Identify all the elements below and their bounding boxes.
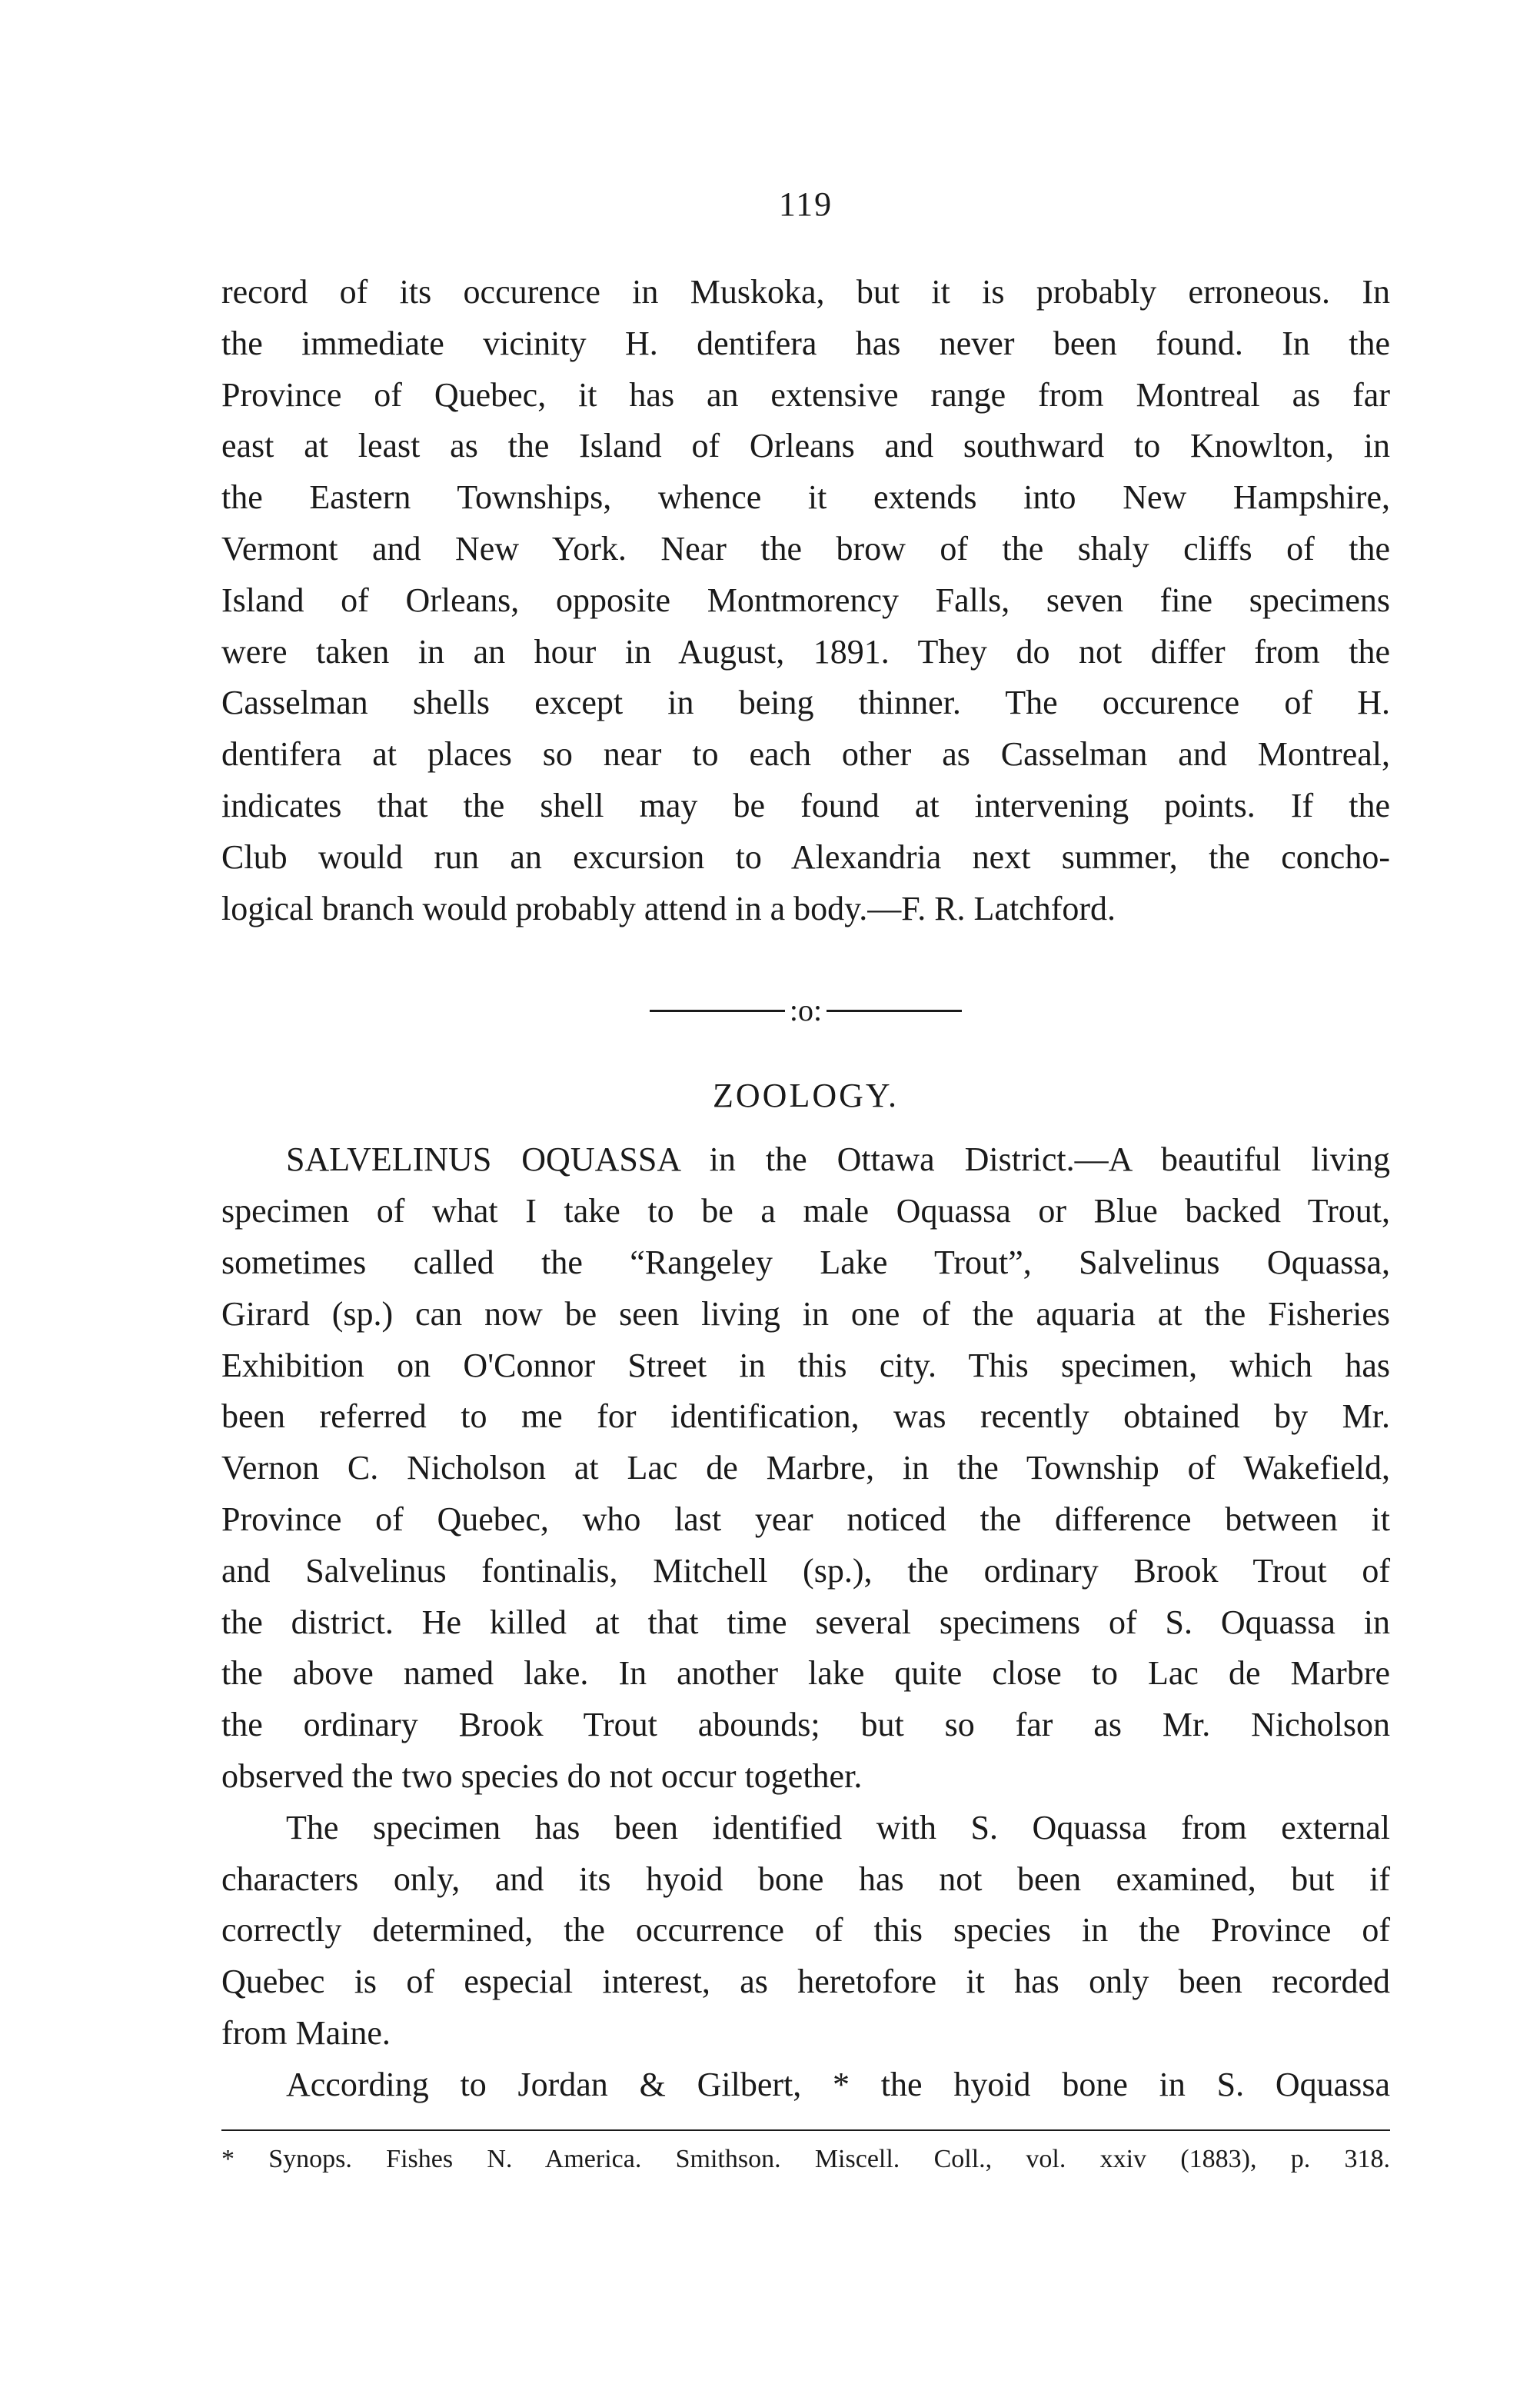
page-number: 119: [778, 185, 833, 223]
text-line: characters only, and its hyoid bone has not been examined, but if: [221, 1860, 1390, 1898]
text-line: the above named lake. In another lake quite close to Lac de Marbre: [221, 1654, 1390, 1693]
text-line: logical branch would probably attend in a body.—F. R. Latchford.: [221, 889, 1116, 927]
text-line: observed the two species do not occur together.: [221, 1756, 863, 1795]
text-line: Vernon C. Nicholson at Lac de Marbre, in the Township of Wakefield,: [221, 1449, 1390, 1487]
text-line: the Eastern Townships, whence it extends into New Hampshire,: [221, 478, 1390, 517]
separator-rule-left: [650, 1010, 785, 1012]
separator-mark: :o:: [789, 993, 823, 1028]
paragraph-identification: [221, 1803, 1390, 2059]
text-line: SALVELINUS OQUASSA in the Ottawa District.—A beautiful living: [286, 1140, 1390, 1179]
text-line: According to Jordan & Gilbert, * the hyoid bone in S. Oquassa: [286, 2065, 1390, 2103]
text-line: and Salvelinus fontinalis, Mitchell (sp.), the ordinary Brook Trout of: [221, 1551, 1390, 1590]
paragraph-hyoid: [221, 2059, 1390, 2111]
text-line: correctly determined, the occurrence of this species in the Province of: [221, 1911, 1390, 1949]
text-line: the immediate vicinity H. dentifera has never been found. In the: [221, 324, 1390, 362]
text-line: east at least as the Island of Orleans and southward to Knowlton, in: [221, 427, 1390, 465]
text-line: been referred to me for identification, was recently obtained by Mr.: [221, 1397, 1390, 1436]
text-line: specimen of what I take to be a male Oquassa or Blue backed Trout,: [221, 1192, 1390, 1230]
text-line: dentifera at places so near to each other as Casselman and Montreal,: [221, 735, 1390, 774]
section-heading: ZOOLOGY.: [713, 1077, 899, 1115]
text-line: Province of Quebec, it has an extensive range from Montreal as far: [221, 375, 1390, 414]
footnote-rule: [221, 2129, 1390, 2131]
separator-rule-right: [827, 1010, 962, 1012]
text-line: Club would run an excursion to Alexandria next summer, the concho-: [221, 837, 1390, 876]
text-line: Island of Orleans, opposite Montmorency Falls, seven fine specimens: [221, 581, 1390, 619]
text-line: sometimes called the “Rangeley Lake Trout”, Salvelinus Oquassa,: [221, 1243, 1390, 1281]
document-page: [221, 185, 1390, 2177]
text-line: the ordinary Brook Trout abounds; but so far as Mr. Nicholson: [221, 1706, 1390, 1744]
text-line: The specimen has been identified with S. Oquassa from external: [286, 1808, 1390, 1846]
text-line: Casselman shells except in being thinner. The occurence of H.: [221, 684, 1390, 722]
paragraph-latchford: [221, 267, 1390, 934]
section-separator: [221, 988, 1390, 1027]
text-line: from Maine.: [221, 2013, 391, 2052]
text-line: were taken in an hour in August, 1891. They do not differ from the: [221, 632, 1390, 671]
text-line: indicates that the shell may be found at intervening points. If the: [221, 786, 1390, 824]
text-line: Vermont and New York. Near the brow of the shaly cliffs of the: [221, 529, 1390, 568]
footnote: * Synops. Fishes N. America. Smithson. Miscell. Coll., vol. xxiv (1883), p. 318.: [221, 2144, 1390, 2173]
text-line: the district. He killed at that time several specimens of S. Oquassa in: [221, 1603, 1390, 1641]
text-line: Girard (sp.) can now be seen living in one of the aquaria at the Fisheries: [221, 1294, 1390, 1333]
paragraph-salvelinus: [221, 1134, 1390, 1802]
text-line: Exhibition on O'Connor Street in this city. This specimen, which has: [221, 1346, 1390, 1384]
text-line: Province of Quebec, who last year noticed the difference between it: [221, 1500, 1390, 1538]
text-line: record of its occurence in Muskoka, but it is probably erroneous. In: [221, 273, 1390, 311]
text-line: Quebec is of especial interest, as heretofore it has only been recorded: [221, 1963, 1390, 2001]
